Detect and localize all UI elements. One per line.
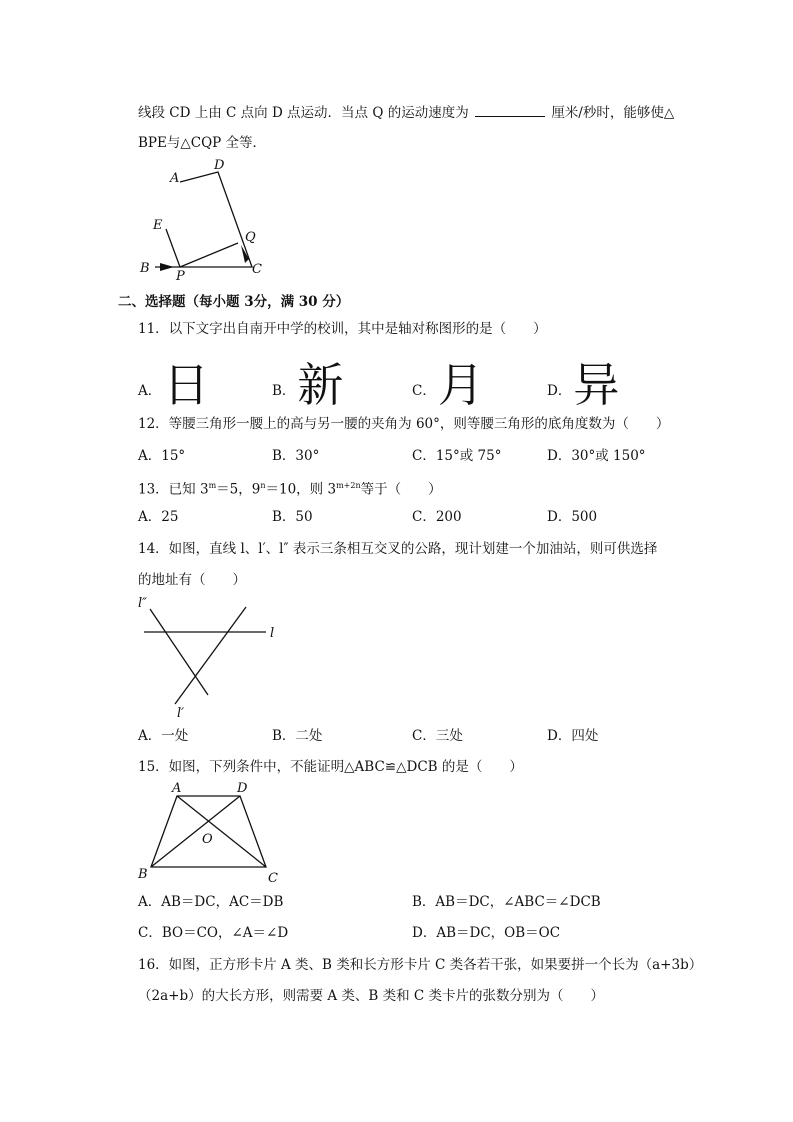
q10-line2: BPE与△CQP 全等．: [138, 135, 267, 151]
q14-stem-line2: 的地址有（ ）: [138, 572, 246, 588]
arrow-bp: [160, 263, 174, 271]
figure-q10: [130, 155, 270, 284]
q11-option-b-label: B．: [272, 383, 296, 399]
fig10-label-P: P: [176, 269, 185, 284]
fig15-label-C: C: [268, 871, 278, 886]
fig10-label-B: B: [140, 261, 150, 276]
q15-option-a[interactable]: A．AB＝DC，AC＝DB: [138, 894, 284, 910]
q13-exp-n: n: [260, 481, 266, 490]
q11-option-d-char: 异: [573, 358, 620, 412]
q12-option-c[interactable]: C．15°或 75°: [412, 448, 502, 464]
q14-option-a[interactable]: A．一处: [138, 728, 189, 744]
road-l-prime: [175, 607, 246, 704]
segment-PQ: [180, 243, 238, 267]
q10-line1-text: 线段 CD 上由 C 点向 D 点运动．当点 Q 的运动速度为: [138, 105, 469, 121]
answer-blank[interactable]: [475, 104, 545, 117]
q11-option-a[interactable]: [138, 358, 210, 412]
figure-q14: [130, 595, 290, 720]
q13-option-d[interactable]: D．500: [547, 509, 598, 525]
q13-stem-c: ＝10，则 3: [265, 481, 337, 498]
q10-line1-after: 厘米/秒时，能够使△: [551, 105, 675, 121]
fig14-label-l-double-prime: l″: [138, 596, 148, 611]
q16-stem-line2: （2a+b）的大长方形，则需要 A 类、B 类和 C 类卡片的张数分别为（ ）: [138, 988, 605, 1004]
q13-exp-m: m: [208, 481, 217, 490]
figure-q15: [130, 780, 290, 890]
segment-EP: [166, 229, 180, 267]
q12-stem: 12．等腰三角形一腰上的高与另一腰的夹角为 60°，则等腰三角形的底角度数为（ ）: [138, 416, 670, 432]
q13-stem-d: 等于（ ）: [360, 481, 442, 498]
q14-option-b[interactable]: B．二处: [272, 728, 323, 744]
q13-stem-a: 13．已知 3: [138, 481, 209, 498]
fig15-label-B: B: [138, 867, 148, 882]
q12-option-b[interactable]: B．30°: [272, 448, 320, 464]
q13-stem-b: ＝5，9: [216, 481, 261, 498]
q13-option-a[interactable]: A．25: [138, 509, 179, 525]
fig10-label-D: D: [214, 158, 225, 173]
quad-outline: [155, 172, 252, 267]
q12-option-a[interactable]: A．15°: [138, 448, 186, 464]
q11-option-c[interactable]: [412, 358, 484, 412]
q16-stem-line1: 16．如图，正方形卡片 A 类、B 类和长方形卡片 C 类各若干张，如果要拼一个长为（a+3b）: [138, 957, 703, 973]
q13-option-c[interactable]: C．200: [412, 509, 462, 525]
q11-option-d[interactable]: [547, 358, 620, 412]
fig10-label-E: E: [153, 218, 163, 233]
fig15-label-A: A: [172, 781, 182, 796]
fig10-label-C: C: [252, 262, 262, 277]
fig10-label-A: A: [170, 171, 180, 186]
q11-option-b[interactable]: [272, 358, 344, 412]
q15-option-c[interactable]: C．BO＝CO，∠A＝∠D: [138, 925, 289, 941]
q11-option-c-char: 月: [437, 358, 484, 412]
q11-option-a-label: A．: [138, 383, 162, 399]
fig15-label-D: D: [237, 781, 248, 796]
road-l-double-prime: [150, 609, 208, 695]
q11-option-b-char: 新: [297, 358, 344, 412]
fig15-label-O: O: [202, 832, 213, 847]
q14-stem-line1: 14．如图，直线 l、l′、l″ 表示三条相互交叉的公路，现计划建一个加油站，则可供选择: [138, 541, 658, 557]
q13-option-b[interactable]: B．50: [272, 509, 313, 525]
fig10-label-Q: Q: [245, 230, 256, 245]
q11-option-c-label: C．: [412, 383, 436, 399]
q11-option-a-char: 日: [163, 358, 210, 412]
fig14-label-l: l: [270, 626, 275, 641]
q15-stem: 15．如图，下列条件中，不能证明△ABC≌△DCB 的是（ ）: [138, 759, 523, 775]
q12-option-d[interactable]: D．30°或 150°: [547, 448, 646, 464]
q14-option-d[interactable]: D．四处: [547, 728, 599, 744]
fig14-label-l-prime: l′: [177, 706, 185, 721]
q11-stem: 11．以下文字出自南开中学的校训，其中是轴对称图形的是（ ）: [138, 321, 547, 337]
q13-stem: [138, 477, 442, 499]
q15-option-b[interactable]: B．AB＝DC，∠ABC＝∠DCB: [412, 894, 601, 910]
q15-option-d[interactable]: D．AB＝DC，OB＝OC: [412, 925, 561, 941]
q10-line1: [138, 104, 674, 122]
q11-option-d-label: D．: [547, 383, 572, 399]
section-heading: 二、选择题（每小题 3分，满 30 分）: [118, 294, 350, 310]
q14-option-c[interactable]: C．三处: [412, 728, 463, 744]
q13-exp-m2n: m+2n: [336, 481, 361, 490]
